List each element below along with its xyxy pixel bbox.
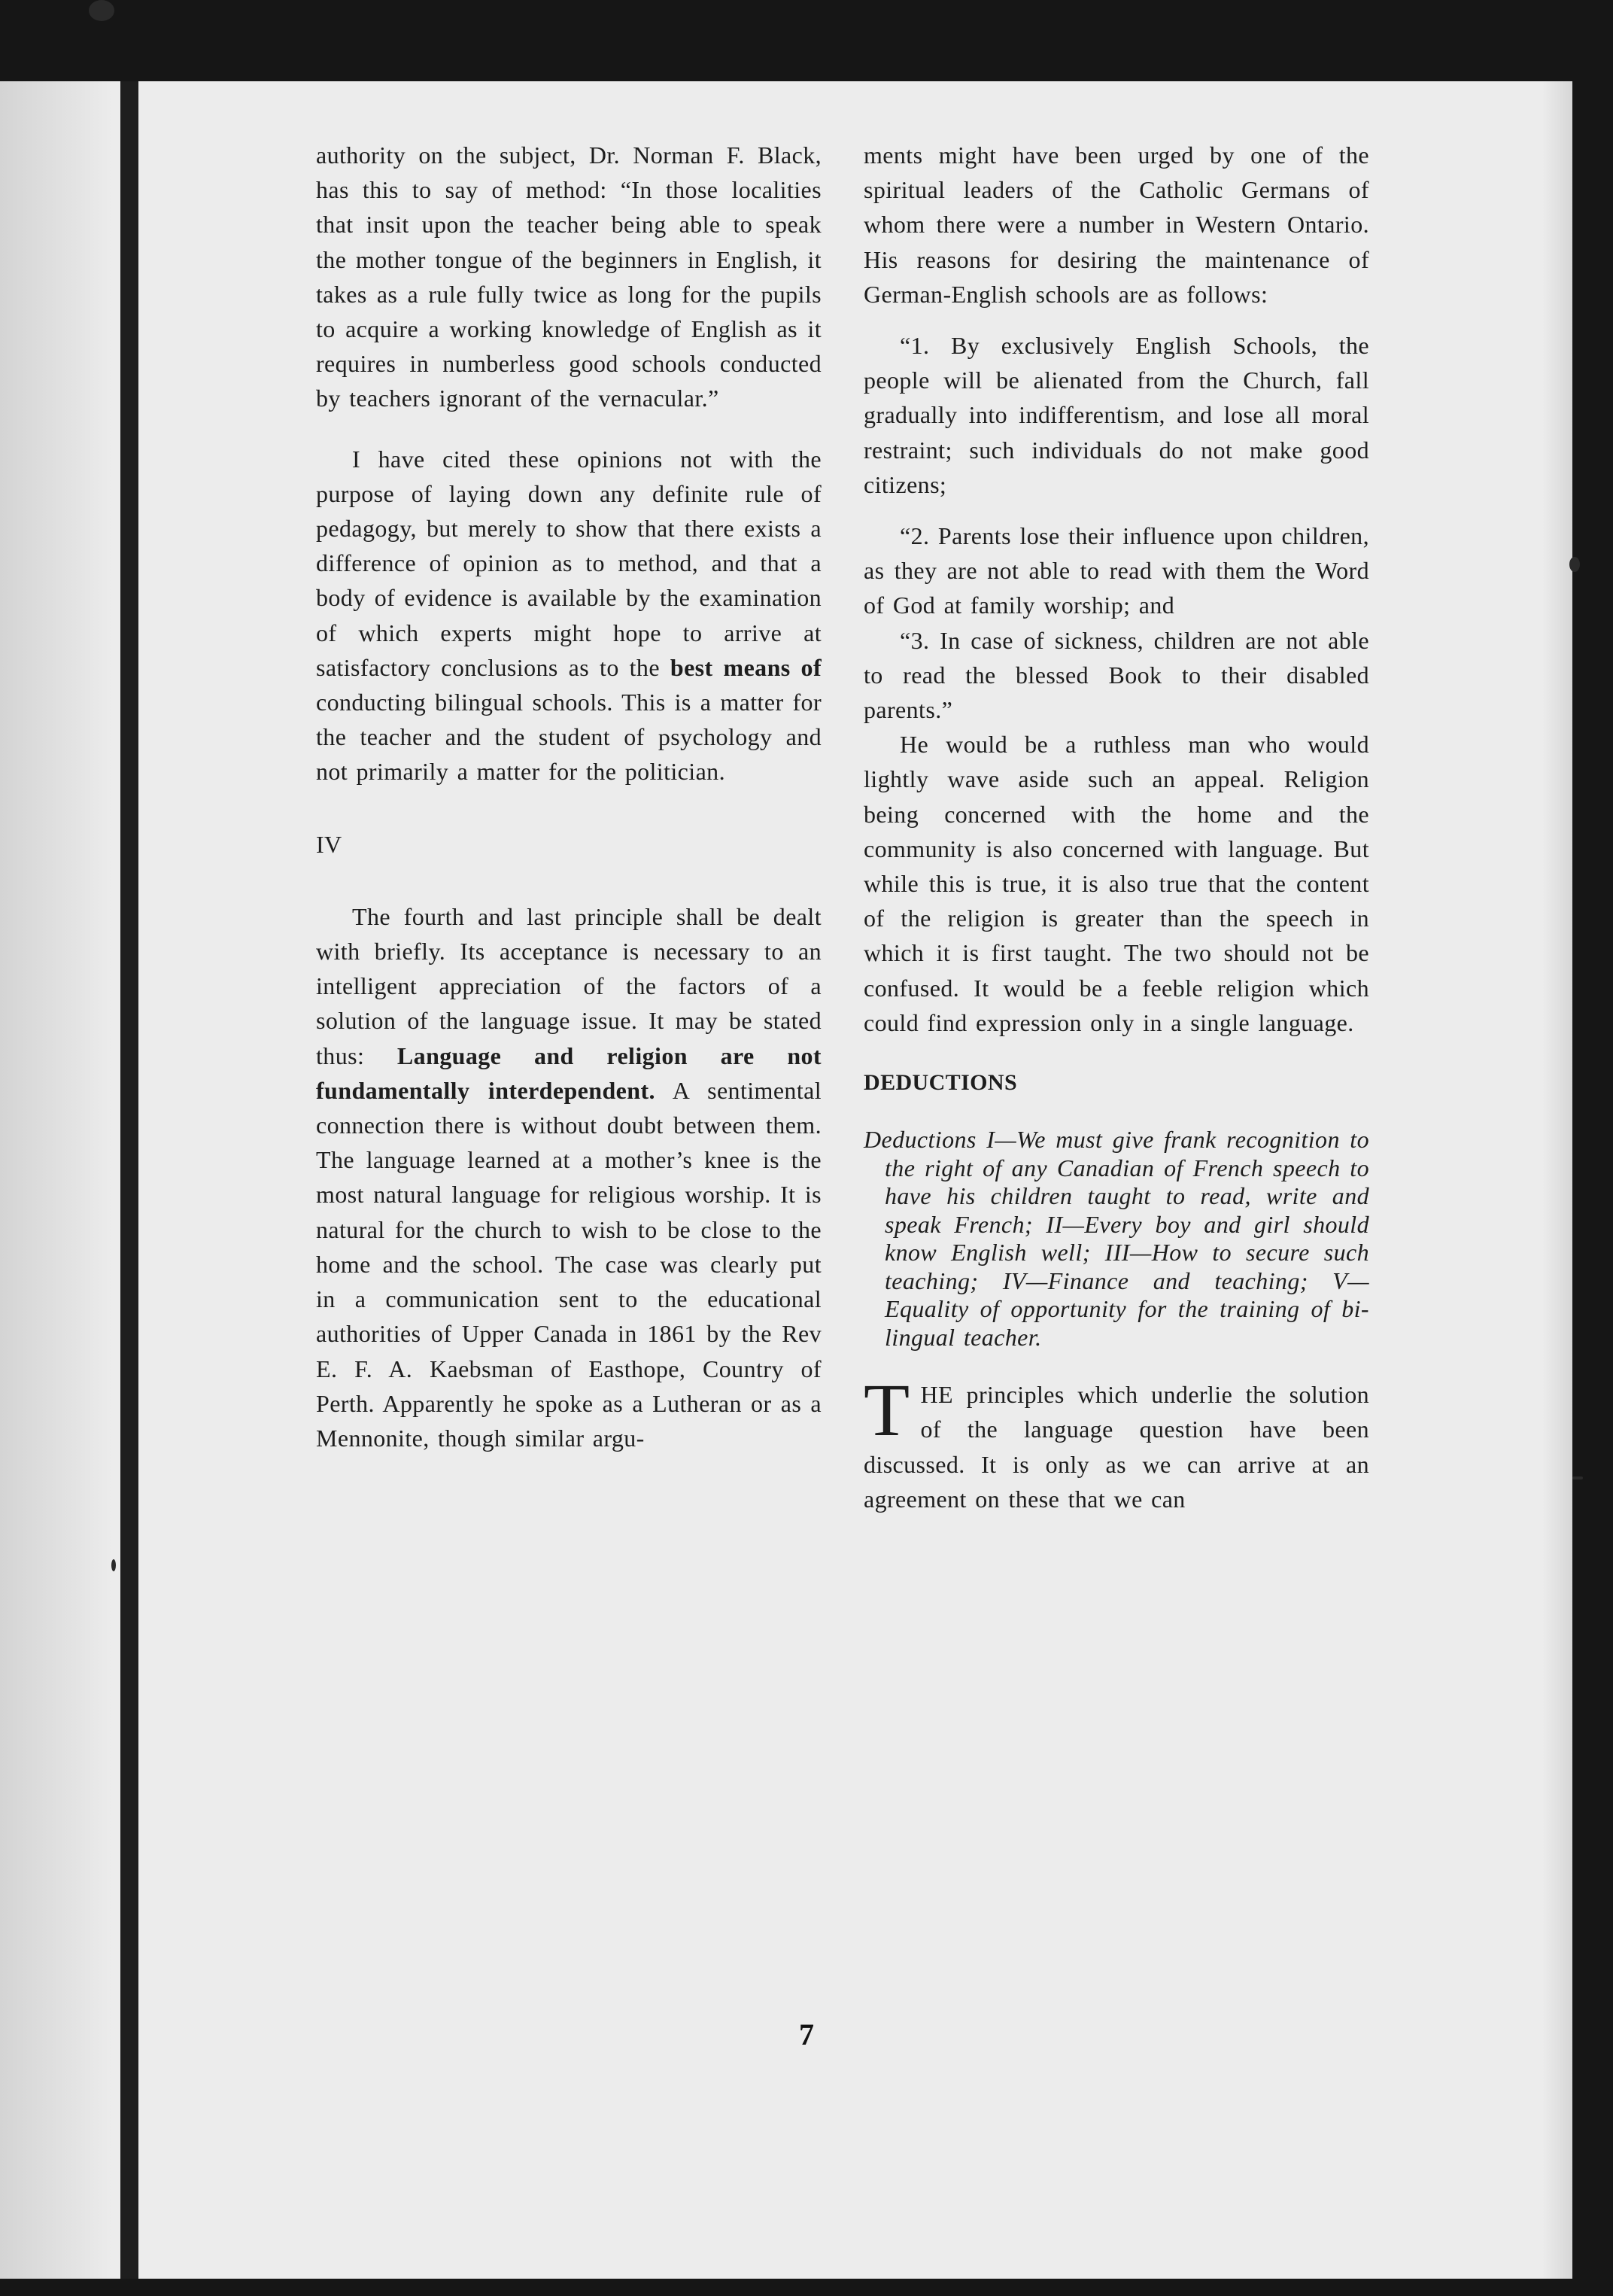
paragraph-gap — [864, 1352, 1369, 1377]
page-right-edge-shadow — [1542, 81, 1572, 2279]
quote-reason-1: “1. By exclusively English Schools, the people will be alienated from the Church, fall gradually into indifferentism, and lose all moral restraint; such individuals do not make good citizens; — [864, 332, 1369, 498]
quote-reason-3: “3. In case of sickness, children are not able to read the blessed Book to their disabled parents.” — [864, 626, 1369, 724]
paragraph-text: The fourth and last principle shall be dealt with briefly. Its acceptance is necessary to an intelligent appreciation of the factors of a solution of the language issue. It may be stated thus: — [316, 902, 822, 1069]
right-text-column — [864, 138, 1369, 1516]
scan-speck — [1569, 557, 1580, 572]
paragraph-text: conducting bilingual schools. This is a matter for the teacher and the student of psychology and not primarily a matter for the politician. — [316, 689, 822, 786]
page-fold-shadow — [0, 81, 113, 2279]
paragraph-gap — [864, 502, 1369, 519]
section-numeral: IV — [316, 830, 342, 858]
paragraph-fourth-principle — [316, 899, 822, 1455]
paragraph-black-quote: authority on the subject, Dr. Norman F. Black, has this to say of method: “In those localities that insit upon the teacher being able to speak the mother tongue of the beginners in English, it takes as a rule fully twice as long for the pupils to acquire a working knowledge of English as it requires in numberless good schools conducted by teachers ignorant of the vernacular.” — [316, 141, 822, 412]
scan-speck — [111, 1559, 116, 1571]
paragraph-gap — [864, 312, 1369, 328]
left-text-column — [316, 138, 822, 1455]
paragraph-bold-text: best means of — [670, 653, 822, 681]
deductions-summary: Deductions I—We must give frank recognition to the right of any Canadian of French speech to have his children taught to read, write and speak French; II—Every boy and girl should know English well; III—How to secure such teaching; IV—Finance and teaching; V—Equality of opportunity for the training of bi-lingual teacher. — [864, 1126, 1369, 1351]
section-heading-deductions: DEDUCTIONS — [864, 1070, 1018, 1096]
paragraph-ruthless-man: He would be a ruthless man who would lightly wave aside such an appeal. Religion being concerned with the home and the community is also concerned with language. But while this is true, it is also true that the content of the religion is greater than the speech in which it is first taught. The two should not be confused. It would be a feeble religion which could find expression only in a single language. — [864, 731, 1369, 1036]
drop-cap-letter: T — [864, 1368, 910, 1452]
scan-speck — [89, 0, 114, 21]
paragraph-text: HE principles which underlie the solution of the language question have been discussed. It is only as we can arrive at an agreement on these that we can — [864, 1381, 1369, 1513]
section-gap — [316, 789, 822, 827]
scan-speck — [1572, 1476, 1583, 1479]
paragraph-gap — [864, 1100, 1369, 1126]
binding-edge-line — [120, 81, 138, 2279]
paragraph-german-schools: ments might have been urged by one of the spiritual leaders of the Catholic Germans of whom there were a number in Western Ontario. His reasons for desiring the maintenance of German-English schools are as follows: — [864, 141, 1369, 308]
paragraph-gap — [864, 1040, 1369, 1066]
paragraph-principles-discussed — [864, 1368, 1369, 1516]
paragraph-cited-opinions — [316, 442, 822, 789]
paragraph-text: A sentimental connection there is without doubt between them. The language learned at a mother’s knee is the most natural language for religious worship. It is natural for the church to wish to be close to the home and the school. The case was clearly put in a communication sent to the educational authorities of Upper Canada in 1861 by the Rev E. F. A. Kaebsman of Easthope, Country of Perth. Apparently he spoke as a Lutheran or as a Mennonite, though similar argu- — [316, 1076, 822, 1452]
principle-statement: Language and religion are not fundamentally interdependent. — [316, 1042, 822, 1104]
paragraph-gap — [316, 416, 822, 442]
quote-reason-2: “2. Parents lose their influence upon children, as they are not able to read with them the Word of God at family worship; and — [864, 522, 1369, 619]
section-gap — [316, 862, 822, 899]
page-number: 7 — [799, 2018, 814, 2051]
paragraph-text: I have cited these opinions not with the purpose of laying down any definite rule of pedagogy, but merely to show that there exists a difference of opinion as to method, and that a body of evidence is available by the examination of which experts might hope to arrive at satisfactory conclusions as to the — [316, 445, 822, 681]
